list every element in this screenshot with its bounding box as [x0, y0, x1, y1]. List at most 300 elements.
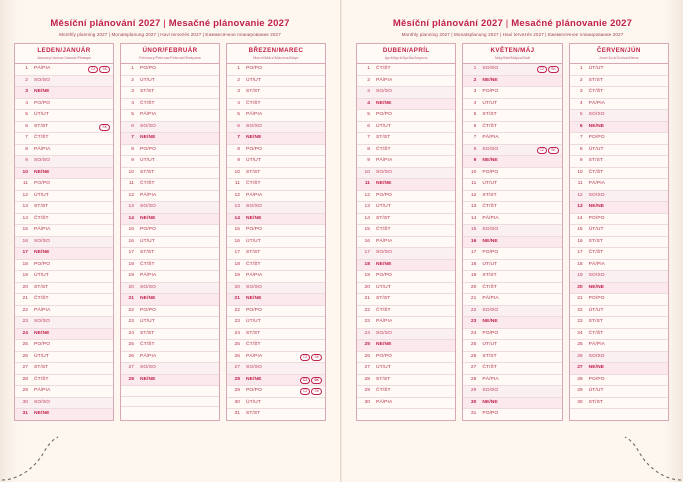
holiday-markers — [426, 202, 455, 214]
day-row[interactable] — [570, 386, 668, 398]
day-row[interactable] — [357, 202, 455, 214]
empty-cell — [570, 409, 586, 420]
day-number: 28 — [15, 374, 31, 386]
holiday-markers — [639, 351, 668, 363]
day-row[interactable] — [15, 144, 113, 156]
day-row[interactable] — [463, 64, 561, 75]
day-row[interactable] — [15, 190, 113, 202]
day-weekday: PÁ/PIA — [479, 133, 532, 145]
day-row[interactable] — [227, 259, 325, 271]
day-row[interactable] — [463, 75, 561, 87]
day-row[interactable] — [357, 167, 455, 179]
day-row[interactable] — [15, 282, 113, 294]
day-row[interactable] — [570, 248, 668, 260]
day-row[interactable] — [463, 397, 561, 409]
day-row[interactable] — [227, 179, 325, 191]
day-weekday: ST/ST — [31, 202, 84, 214]
day-row[interactable] — [463, 202, 561, 214]
day-row[interactable] — [15, 121, 113, 133]
day-row[interactable] — [357, 133, 455, 145]
day-row[interactable] — [227, 213, 325, 225]
day-number: 30 — [357, 397, 373, 409]
day-row[interactable] — [463, 363, 561, 375]
day-row[interactable] — [227, 282, 325, 294]
day-row[interactable] — [15, 133, 113, 145]
day-number: 1 — [15, 64, 31, 75]
day-number: 9 — [570, 156, 586, 168]
day-row[interactable] — [227, 64, 325, 75]
day-row[interactable] — [570, 75, 668, 87]
day-row[interactable] — [463, 271, 561, 283]
day-row[interactable] — [121, 167, 219, 179]
day-number: 15 — [357, 225, 373, 237]
day-row[interactable] — [570, 121, 668, 133]
day-row[interactable] — [121, 305, 219, 317]
day-number: 13 — [570, 202, 586, 214]
day-row[interactable] — [357, 328, 455, 340]
day-row[interactable] — [357, 179, 455, 191]
day-row[interactable] — [463, 409, 561, 420]
holiday-markers — [190, 179, 219, 191]
day-row[interactable] — [121, 317, 219, 329]
day-weekday: SO/SO — [137, 363, 190, 375]
day-weekday: PO/PO — [243, 305, 296, 317]
day-row[interactable] — [227, 397, 325, 409]
holiday-markers — [426, 75, 455, 87]
day-weekday: SO/SO — [373, 167, 426, 179]
day-row[interactable] — [463, 133, 561, 145]
day-row[interactable] — [227, 409, 325, 420]
day-weekday: ÚT/UT — [137, 75, 190, 87]
day-row[interactable] — [357, 144, 455, 156]
day-weekday: NE/NE — [243, 133, 296, 145]
day-row-empty — [121, 396, 219, 407]
day-number: 5 — [463, 110, 479, 122]
day-row[interactable] — [357, 351, 455, 363]
day-row[interactable] — [121, 156, 219, 168]
day-row[interactable] — [121, 259, 219, 271]
day-row[interactable] — [570, 225, 668, 237]
day-row[interactable] — [463, 259, 561, 271]
day-number: 22 — [570, 305, 586, 317]
day-weekday: ÚT/UT — [373, 121, 426, 133]
day-row[interactable] — [121, 202, 219, 214]
day-number: 14 — [15, 213, 31, 225]
holiday-markers — [190, 259, 219, 271]
day-row[interactable] — [227, 386, 325, 398]
day-row[interactable] — [227, 190, 325, 202]
day-row[interactable] — [463, 340, 561, 352]
day-row[interactable] — [15, 213, 113, 225]
day-row[interactable] — [463, 190, 561, 202]
day-row[interactable] — [570, 98, 668, 110]
month-columns-right — [350, 43, 675, 421]
day-row[interactable] — [357, 75, 455, 87]
day-row[interactable] — [227, 340, 325, 352]
day-row[interactable] — [227, 156, 325, 168]
day-row[interactable] — [121, 374, 219, 386]
day-row[interactable] — [227, 248, 325, 260]
day-number: 16 — [463, 236, 479, 248]
day-number: 24 — [15, 328, 31, 340]
day-row[interactable] — [570, 236, 668, 248]
day-weekday: ČT/ŠT — [137, 179, 190, 191]
day-row[interactable] — [463, 248, 561, 260]
day-row[interactable] — [121, 190, 219, 202]
day-weekday: ČT/ŠT — [479, 202, 532, 214]
day-row[interactable] — [357, 259, 455, 271]
day-row[interactable] — [570, 397, 668, 409]
day-row[interactable] — [15, 110, 113, 122]
month-columns-left — [8, 43, 332, 421]
day-row[interactable] — [15, 225, 113, 237]
day-row[interactable] — [15, 374, 113, 386]
holiday-markers — [639, 236, 668, 248]
day-row[interactable] — [357, 317, 455, 329]
day-row[interactable] — [121, 340, 219, 352]
day-row[interactable] — [357, 87, 455, 99]
day-number: 19 — [463, 271, 479, 283]
day-row[interactable] — [121, 121, 219, 133]
day-weekday: PÁ/PIA — [31, 386, 84, 398]
day-number: 24 — [121, 328, 137, 340]
day-number: 21 — [570, 294, 586, 306]
day-weekday: SO/SO — [479, 144, 532, 156]
day-number: 4 — [227, 98, 243, 110]
day-row[interactable] — [121, 351, 219, 363]
day-row[interactable] — [121, 294, 219, 306]
day-row[interactable] — [227, 75, 325, 87]
day-row[interactable] — [121, 271, 219, 283]
day-row[interactable] — [121, 248, 219, 260]
day-row[interactable] — [227, 202, 325, 214]
day-row[interactable] — [357, 271, 455, 283]
holiday-markers — [190, 328, 219, 340]
day-weekday: ČT/ŠT — [243, 179, 296, 191]
day-weekday: NE/NE — [137, 213, 190, 225]
day-row[interactable] — [227, 225, 325, 237]
day-row[interactable] — [357, 340, 455, 352]
holiday-markers — [296, 225, 325, 237]
day-weekday: NE/NE — [243, 213, 296, 225]
day-row[interactable] — [570, 282, 668, 294]
day-row[interactable] — [121, 363, 219, 375]
day-row[interactable] — [357, 282, 455, 294]
day-row[interactable] — [15, 294, 113, 306]
holiday-markers — [296, 259, 325, 271]
day-number: 6 — [570, 121, 586, 133]
day-weekday: PO/PO — [479, 167, 532, 179]
day-row[interactable] — [570, 305, 668, 317]
day-row[interactable] — [357, 248, 455, 260]
day-number: 10 — [357, 167, 373, 179]
month-name: KVĚTEN/MÁJ — [490, 47, 535, 54]
holiday-markers — [639, 374, 668, 386]
holiday-markers — [639, 133, 668, 145]
holiday-markers — [296, 87, 325, 99]
day-weekday: ČT/ŠT — [243, 259, 296, 271]
day-row[interactable] — [570, 133, 668, 145]
day-weekday: PO/PO — [479, 248, 532, 260]
day-number: 16 — [570, 236, 586, 248]
day-row[interactable] — [227, 121, 325, 133]
day-weekday: SO/SO — [31, 156, 84, 168]
day-row[interactable] — [570, 363, 668, 375]
day-row[interactable] — [463, 282, 561, 294]
day-weekday: SO/SO — [586, 110, 639, 122]
day-weekday: ÚT/UT — [586, 225, 639, 237]
day-weekday: ÚT/UT — [479, 259, 532, 271]
day-row[interactable] — [357, 121, 455, 133]
day-number: 9 — [227, 156, 243, 168]
day-row[interactable] — [227, 110, 325, 122]
day-row[interactable] — [463, 156, 561, 168]
day-row[interactable] — [121, 87, 219, 99]
day-row[interactable] — [227, 144, 325, 156]
day-row[interactable] — [227, 133, 325, 145]
day-weekday: NE/NE — [586, 202, 639, 214]
day-row[interactable] — [121, 133, 219, 145]
day-weekday: ST/ST — [373, 133, 426, 145]
day-row[interactable] — [357, 386, 455, 398]
day-weekday: ST/ST — [479, 110, 532, 122]
day-weekday: NE/NE — [31, 328, 84, 340]
day-row[interactable] — [227, 236, 325, 248]
day-weekday: ÚT/UT — [586, 305, 639, 317]
day-row[interactable] — [15, 179, 113, 191]
day-row[interactable] — [570, 179, 668, 191]
day-row[interactable] — [463, 121, 561, 133]
day-row[interactable] — [463, 179, 561, 191]
day-row[interactable] — [463, 317, 561, 329]
day-row[interactable] — [463, 328, 561, 340]
day-row[interactable] — [227, 351, 325, 363]
day-weekday: ÚT/UT — [243, 317, 296, 329]
day-row[interactable] — [15, 340, 113, 352]
day-number: 9 — [15, 156, 31, 168]
day-row[interactable] — [227, 271, 325, 283]
month-name-translations: April/April/Április/Апрель — [384, 56, 428, 60]
day-weekday: PÁ/PIA — [586, 179, 639, 191]
day-weekday: ST/ST — [373, 374, 426, 386]
day-weekday: ST/ST — [246, 411, 261, 416]
day-row[interactable] — [570, 190, 668, 202]
day-weekday: ČT/ŠT — [479, 121, 532, 133]
day-row[interactable] — [570, 374, 668, 386]
day-weekday: ST/ST — [586, 236, 639, 248]
day-row[interactable] — [357, 363, 455, 375]
day-number: 20 — [15, 282, 31, 294]
day-row[interactable] — [463, 374, 561, 386]
month-name: ČERVEN/JÚN — [596, 47, 641, 54]
day-row[interactable] — [121, 213, 219, 225]
day-row[interactable] — [227, 167, 325, 179]
day-row[interactable] — [357, 294, 455, 306]
holiday-badge: CZ — [537, 147, 548, 154]
day-row[interactable] — [121, 110, 219, 122]
day-row[interactable] — [15, 236, 113, 248]
day-row[interactable] — [463, 294, 561, 306]
day-row[interactable] — [15, 64, 113, 75]
day-row[interactable] — [357, 236, 455, 248]
day-row[interactable] — [121, 236, 219, 248]
holiday-markers — [426, 363, 455, 375]
day-weekday: SO/SO — [586, 190, 639, 202]
day-row[interactable] — [227, 317, 325, 329]
day-row[interactable] — [357, 110, 455, 122]
holiday-markers — [533, 271, 562, 283]
day-row[interactable] — [463, 236, 561, 248]
day-number: 27 — [15, 363, 31, 375]
holiday-badge: SK — [311, 388, 322, 395]
day-row[interactable] — [121, 179, 219, 191]
day-row[interactable] — [357, 64, 455, 75]
day-row[interactable] — [15, 98, 113, 110]
day-row[interactable] — [570, 351, 668, 363]
day-row[interactable] — [570, 259, 668, 271]
day-row[interactable] — [15, 409, 113, 420]
day-row[interactable] — [463, 386, 561, 398]
day-number: 12 — [357, 190, 373, 202]
day-row[interactable] — [15, 351, 113, 363]
day-row[interactable] — [15, 386, 113, 398]
day-row[interactable] — [357, 225, 455, 237]
day-row[interactable] — [121, 144, 219, 156]
day-row[interactable] — [570, 340, 668, 352]
day-row[interactable] — [463, 167, 561, 179]
day-row[interactable] — [357, 305, 455, 317]
day-row[interactable] — [570, 202, 668, 214]
day-row[interactable] — [463, 144, 561, 156]
day-weekday: PÁ/PIA — [373, 236, 426, 248]
day-row[interactable] — [570, 213, 668, 225]
day-weekday: ÚT/UT — [243, 236, 296, 248]
day-row[interactable] — [121, 282, 219, 294]
holiday-markers — [190, 236, 219, 248]
day-row[interactable] — [15, 248, 113, 260]
day-weekday: PÁ/PIA — [137, 271, 190, 283]
day-row[interactable] — [463, 351, 561, 363]
day-number: 24 — [570, 328, 586, 340]
day-row[interactable] — [570, 144, 668, 156]
month-day-table — [15, 64, 113, 420]
day-row[interactable] — [15, 363, 113, 375]
day-row[interactable] — [357, 397, 455, 409]
day-row[interactable] — [15, 397, 113, 409]
day-number: 20 — [121, 282, 137, 294]
day-row[interactable] — [227, 87, 325, 99]
day-number: 3 — [121, 87, 137, 99]
day-number: 18 — [227, 259, 243, 271]
empty-cell — [190, 407, 219, 418]
day-weekday: ST/ST — [31, 363, 84, 375]
holiday-markers — [533, 259, 562, 271]
day-number: 25 — [570, 340, 586, 352]
holiday-markers — [296, 397, 325, 409]
day-row[interactable] — [15, 87, 113, 99]
day-row[interactable] — [121, 225, 219, 237]
day-number: 16 — [15, 236, 31, 248]
day-row[interactable] — [15, 202, 113, 214]
day-row[interactable] — [357, 213, 455, 225]
day-row[interactable] — [570, 87, 668, 99]
day-row[interactable] — [227, 98, 325, 110]
day-number: 22 — [15, 305, 31, 317]
day-row[interactable] — [15, 305, 113, 317]
holiday-markers — [426, 305, 455, 317]
day-number: 12 — [570, 190, 586, 202]
day-number: 16 — [121, 236, 137, 248]
day-row[interactable] — [227, 305, 325, 317]
day-row[interactable] — [15, 259, 113, 271]
day-row[interactable] — [357, 190, 455, 202]
day-row[interactable] — [463, 213, 561, 225]
day-row[interactable] — [463, 98, 561, 110]
day-row[interactable] — [15, 317, 113, 329]
day-row[interactable] — [15, 167, 113, 179]
day-weekday: PÁ/PIA — [373, 156, 426, 168]
holiday-markers — [639, 202, 668, 214]
day-row-empty — [121, 386, 219, 397]
day-row[interactable] — [463, 87, 561, 99]
day-row[interactable] — [357, 98, 455, 110]
day-row[interactable] — [570, 156, 668, 168]
day-row[interactable] — [15, 75, 113, 87]
day-number: 28 — [121, 374, 137, 386]
day-row[interactable] — [357, 374, 455, 386]
day-row[interactable] — [570, 317, 668, 329]
day-row[interactable] — [15, 328, 113, 340]
holiday-markers — [190, 110, 219, 122]
day-row[interactable] — [570, 110, 668, 122]
day-row[interactable] — [463, 305, 561, 317]
day-row[interactable] — [121, 64, 219, 75]
day-number: 11 — [463, 179, 479, 191]
day-weekday: PÁ/PIA — [586, 340, 639, 352]
day-row[interactable] — [121, 98, 219, 110]
holiday-markers — [296, 167, 325, 179]
day-weekday: ČT/ŠT — [373, 386, 426, 398]
day-row[interactable] — [15, 156, 113, 168]
day-row[interactable] — [15, 271, 113, 283]
day-weekday: PÁ/PIA — [31, 64, 84, 75]
day-row[interactable] — [357, 156, 455, 168]
day-row[interactable] — [463, 225, 561, 237]
day-number: 1 — [570, 64, 586, 75]
day-row[interactable] — [570, 294, 668, 306]
day-row[interactable] — [227, 328, 325, 340]
day-row[interactable] — [227, 294, 325, 306]
day-row[interactable] — [463, 110, 561, 122]
day-row[interactable] — [227, 363, 325, 375]
day-row[interactable] — [570, 64, 668, 75]
holiday-markers — [296, 179, 325, 191]
day-number: 17 — [15, 248, 31, 260]
day-number: 23 — [15, 317, 31, 329]
holiday-badge: CZ — [300, 377, 311, 384]
day-row[interactable] — [570, 271, 668, 283]
day-row[interactable] — [121, 328, 219, 340]
day-weekday: PÁ/PIA — [137, 351, 190, 363]
holiday-markers — [84, 328, 113, 340]
day-row[interactable] — [227, 374, 325, 386]
holiday-markers — [296, 386, 325, 398]
day-row[interactable] — [121, 75, 219, 87]
month-header — [121, 44, 219, 64]
day-row[interactable] — [570, 328, 668, 340]
day-weekday: ST/ST — [586, 156, 639, 168]
day-row[interactable] — [570, 167, 668, 179]
